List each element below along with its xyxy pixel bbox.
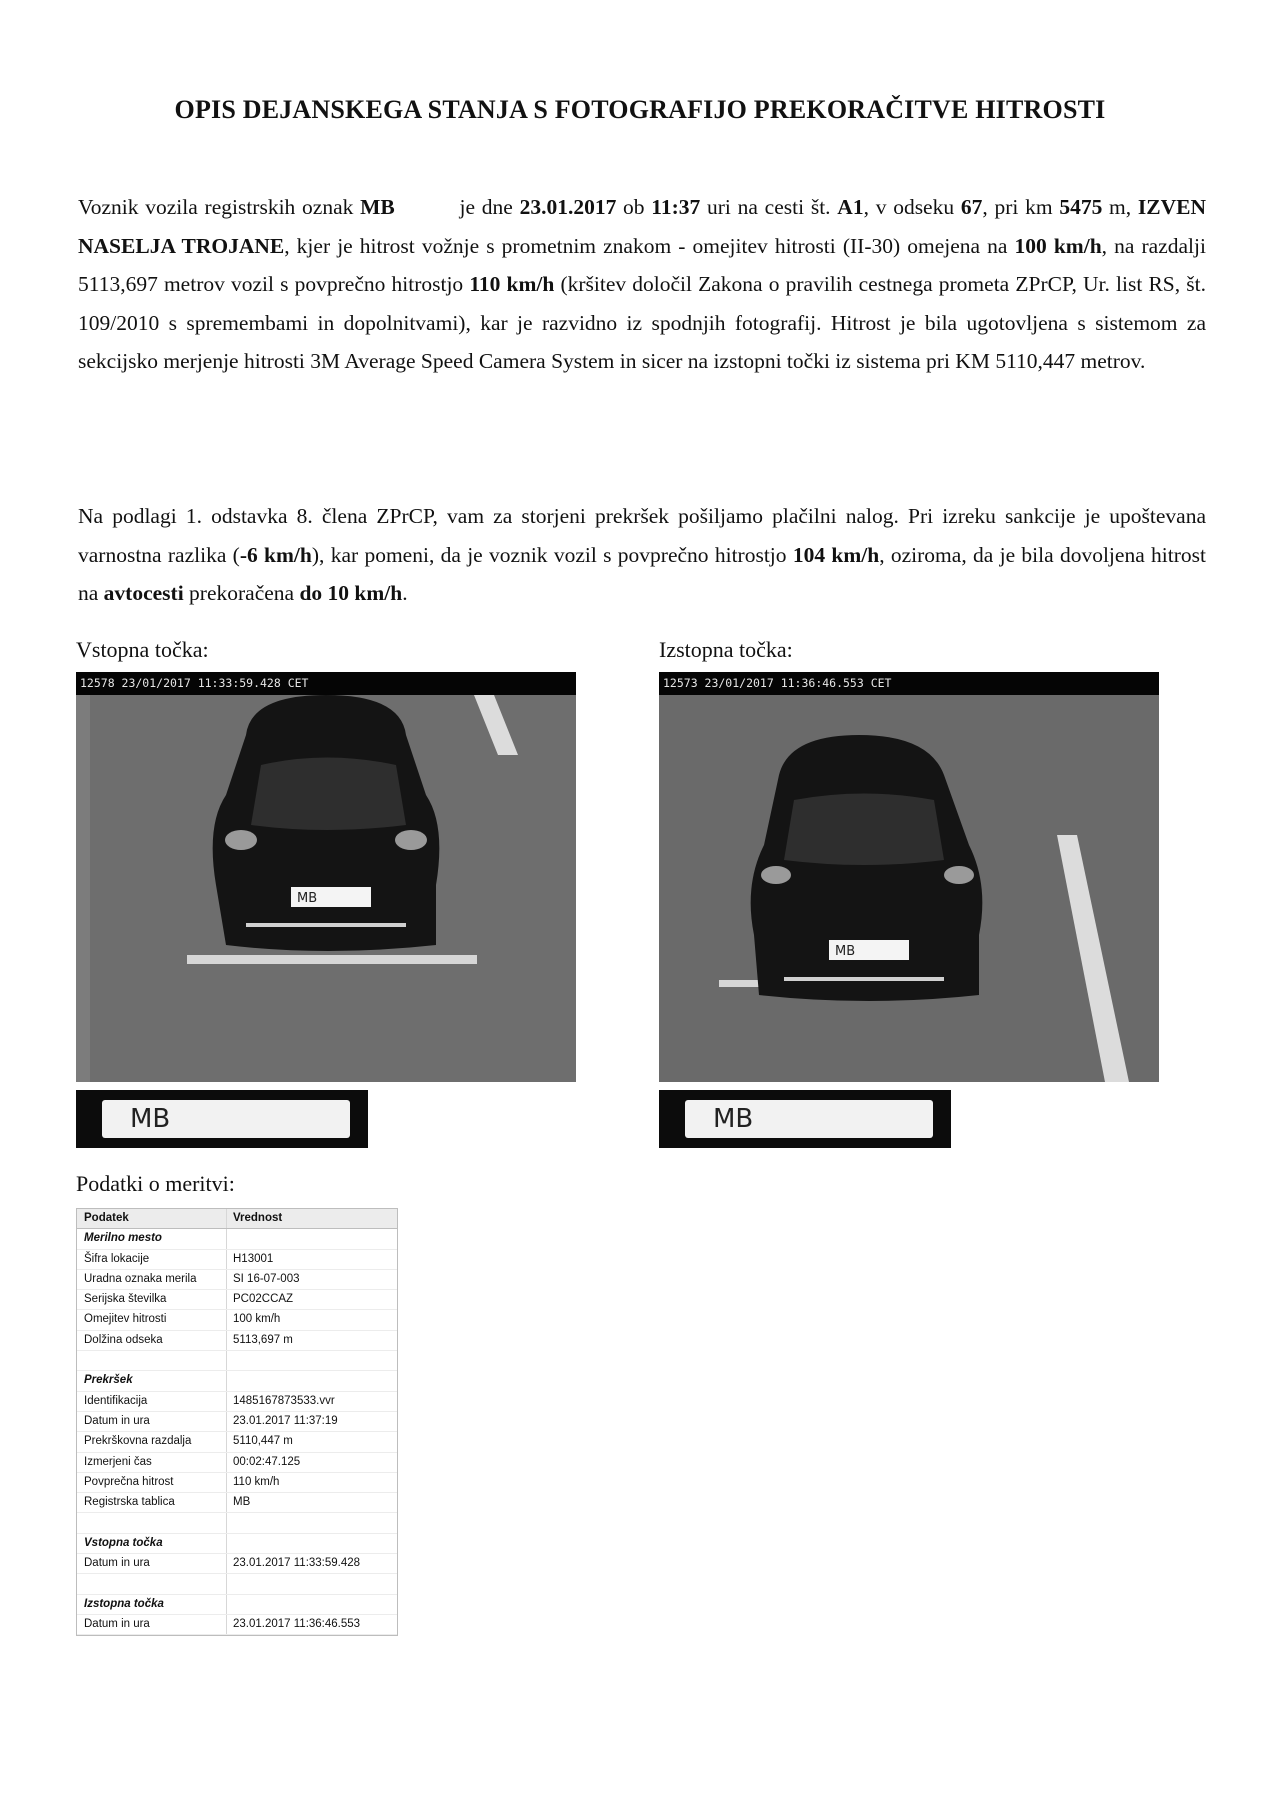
table-row [77, 1331, 397, 1351]
row-key: Identifikacija [77, 1392, 227, 1411]
table-row [77, 1432, 397, 1452]
exit-car-image [659, 695, 1159, 1082]
row-value: 5113,697 m [233, 1333, 293, 1346]
row-value: 00:02:47.125 [233, 1455, 301, 1468]
exit-car-plate-text: MB [835, 944, 856, 959]
text: prekoračena [183, 581, 300, 605]
table-row [77, 1473, 397, 1493]
table-row [77, 1615, 397, 1635]
text: (kršitev določil Zakona o pravilih cestnega prometa ZPrCP, Ur. list RS, št. 109/2010 s spremembami in dopolnitvami), kar je razvidno iz spodnjih fotografij. Hitrost je bila ugotovljena s sistemom za sekcijsko merjenje hitrosti 3M Average Speed Camera System in sicer na izstopni točki iz sistema pri KM 5110,447 metrov. [78, 272, 1206, 373]
row-value: 23.01.2017 11:37:19 [233, 1414, 338, 1427]
row-value [227, 1513, 397, 1532]
row-key: Uradna oznaka merila [77, 1270, 227, 1289]
row-key [77, 1351, 227, 1370]
table-section-row [77, 1595, 397, 1615]
table-row [77, 1574, 397, 1594]
row-value [227, 1371, 397, 1390]
table-row [77, 1250, 397, 1270]
row-value: 23.01.2017 11:36:46.553 [233, 1617, 361, 1630]
text: m, [1102, 195, 1138, 219]
row-value: 100 km/h [233, 1313, 281, 1326]
row-value: PC02CCAZ [233, 1293, 294, 1306]
exit-photo [659, 672, 1159, 1082]
safety-margin: -6 km/h [239, 542, 312, 567]
exit-caption: Izstopna točka: [659, 637, 793, 662]
entry-car-plate-text: MB [297, 891, 318, 906]
excess-amount: do 10 km/h [299, 581, 403, 605]
measurement-table [76, 1208, 398, 1636]
measured-speed: 110 km/h [469, 272, 555, 296]
text: ), kar pomeni, da je voznik vozil s povprečno hitrostjo [311, 542, 793, 567]
description-paragraph [78, 188, 1206, 381]
text: . [402, 581, 408, 605]
text: Na podlagi 1. odstavka 8. člena ZPrCP, vam za storjeni prekršek pošiljamo plačilni nalog. Pri izreku sankcije je upoštevana varnostna razlika ( [78, 504, 1206, 567]
text: ob [616, 195, 652, 219]
row-value [227, 1351, 397, 1370]
sanction-paragraph [78, 497, 1206, 613]
table-section-row [77, 1371, 397, 1391]
adjusted-speed: 104 km/h [792, 542, 880, 567]
table-row [77, 1290, 397, 1310]
text: , kjer je hitrost vožnje s prometnim znakom - omejitev hitrosti (II-30) omejena na [284, 233, 1015, 258]
header-key: Podatek [77, 1209, 227, 1228]
data-caption: Podatki o meritvi: [76, 1171, 235, 1196]
row-key: Izmerjeni čas [77, 1453, 227, 1472]
entry-plate-crop [76, 1090, 368, 1148]
exit-plate-text: MB [685, 1100, 933, 1138]
row-key: Omejitev hitrosti [77, 1310, 227, 1329]
row-key: Dolžina odseka [77, 1331, 227, 1350]
table-section-row [77, 1534, 397, 1554]
table-row [77, 1392, 397, 1412]
table-row [77, 1270, 397, 1290]
row-key: Merilno mesto [77, 1229, 227, 1248]
entry-car-image [76, 695, 576, 1082]
plate-prefix: MB [360, 195, 395, 219]
row-key [77, 1513, 227, 1532]
row-key: Vstopna točka [77, 1534, 227, 1553]
page-title: OPIS DEJANSKEGA STANJA S FOTOGRAFIJO PREKORAČITVE HITROSTI [174, 95, 1106, 124]
row-key: Registrska tablica [77, 1493, 227, 1512]
exit-plate-crop [659, 1090, 951, 1148]
km-value: 5475 [1059, 195, 1103, 219]
row-value: H13001 [233, 1252, 274, 1265]
row-value [227, 1574, 397, 1593]
entry-timestamp: 12578 23/01/2017 11:33:59.428 CET [76, 672, 576, 695]
entry-caption: Vstopna točka: [76, 637, 209, 662]
text: , pri km [982, 195, 1060, 219]
row-key: Prekrškovna razdalja [77, 1432, 227, 1451]
row-key [77, 1574, 227, 1593]
row-key: Datum in ura [77, 1412, 227, 1431]
text: , na razdalji 5113,697 metrov vozil s povprečno hitrostjo [78, 233, 1206, 296]
table-row [77, 1493, 397, 1513]
table-row [77, 1412, 397, 1432]
table-header [77, 1209, 397, 1229]
row-key: Datum in ura [77, 1554, 227, 1573]
row-key: Datum in ura [77, 1615, 227, 1634]
row-value: 110 km/h [233, 1475, 280, 1488]
speed-limit: 100 km/h [1014, 233, 1102, 258]
table-row [77, 1554, 397, 1574]
row-key: Prekršek [77, 1371, 227, 1390]
exit-timestamp: 12573 23/01/2017 11:36:46.553 CET [659, 672, 1159, 695]
violation-time: 11:37 [651, 195, 701, 219]
place-name: IZVEN NASELJA TROJANE [78, 195, 1207, 258]
violation-date: 23.01.2017 [519, 195, 617, 219]
row-value: SI 16-07-003 [233, 1272, 300, 1285]
text: Voznik vozila registrskih oznak [78, 195, 361, 219]
entry-plate-text: MB [102, 1100, 350, 1138]
entry-photo [76, 672, 576, 1082]
row-key: Šifra lokacije [77, 1250, 227, 1269]
row-key: Povprečna hitrost [77, 1473, 227, 1492]
road-number: A1 [837, 195, 864, 219]
row-key: Izstopna točka [77, 1595, 227, 1614]
table-section-row [77, 1229, 397, 1249]
table-row [77, 1310, 397, 1330]
row-value: 5110,447 m [233, 1435, 293, 1448]
table-body [77, 1229, 397, 1635]
row-value: 23.01.2017 11:33:59.428 [233, 1557, 361, 1570]
road-type: avtocesti [103, 581, 184, 605]
text: je dne [452, 195, 520, 219]
row-value [227, 1595, 397, 1614]
table-row [77, 1351, 397, 1371]
table-row [77, 1453, 397, 1473]
header-value: Vrednost [233, 1212, 283, 1224]
text: , oziroma, da je bila dovoljena hitrost na [78, 542, 1206, 605]
row-value: 1485167873533.vvr [233, 1394, 335, 1407]
text: , v odseku [863, 195, 961, 219]
text: uri na cesti št. [700, 195, 838, 219]
table-row [77, 1513, 397, 1533]
row-key: Serijska številka [77, 1290, 227, 1309]
row-value: MB [233, 1496, 251, 1509]
row-value [227, 1229, 397, 1248]
section-number: 67 [960, 195, 983, 219]
row-value [227, 1534, 397, 1553]
